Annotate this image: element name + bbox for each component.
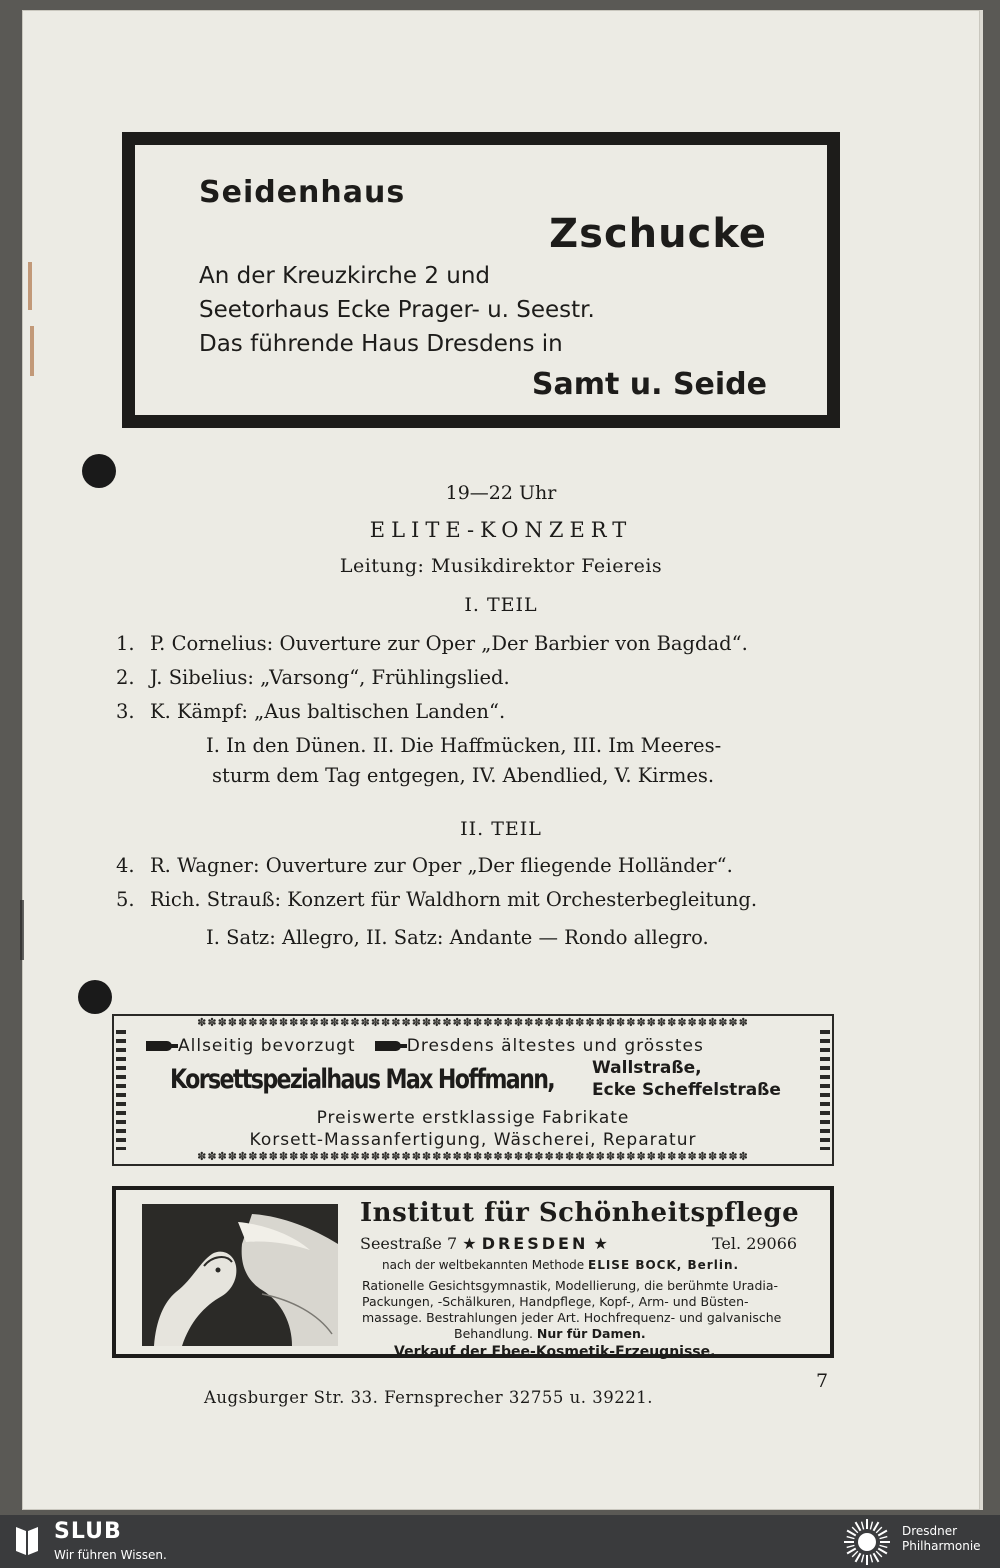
- ad-schoenheit-method-prefix: nach der weltbekannten Methode: [382, 1258, 585, 1272]
- page-number: 7: [816, 1370, 829, 1392]
- punch-hole-bottom: [78, 980, 112, 1014]
- ad-schoenheit-address: [360, 1234, 608, 1253]
- ad-schoenheit-city: DRESDEN: [481, 1234, 589, 1253]
- ad-korsett-name: Korsettspezialhaus Max Hoffmann,: [170, 1064, 555, 1095]
- binding-thread-top: [28, 262, 32, 310]
- ad-seidenhaus-tagline: Samt u. Seide: [531, 367, 767, 402]
- program-item-number: 4.: [116, 854, 135, 877]
- ad-korsett: [112, 1014, 834, 1166]
- ad-schoenheit-street: Seestraße 7: [360, 1234, 458, 1253]
- ad-schoenheit-desc-1: Rationelle Gesichtsgymnastik, Modellierung, die berühmte Uradia-: [362, 1278, 779, 1293]
- ad-schoenheitspflege: [112, 1186, 834, 1358]
- partner-name-line2: Philharmonie: [902, 1539, 981, 1553]
- ad-schoenheit-desc-3: massage. Bestrahlungen jeder Art. Hochfrequenz- und galvanische: [362, 1310, 782, 1325]
- ornament-border-bottom: ✽✽✽✽✽✽✽✽✽✽✽✽✽✽✽✽✽✽✽✽✽✽✽✽✽✽✽✽✽✽✽✽✽✽✽✽✽✽✽✽✽✽✽✽✽✽✽✽✽✽✽✽✽✽: [197, 1150, 749, 1163]
- program-item-text: K. Kämpf: „Aus baltischen Landen“.: [150, 700, 506, 723]
- ad-schoenheit-method: [382, 1258, 739, 1272]
- pointing-hand-icon: [146, 1041, 172, 1051]
- program-item-text: P. Cornelius: Ouverture zur Oper „Der Barbier von Bagdad“.: [150, 632, 748, 655]
- ad-seidenhaus-line2: Seetorhaus Ecke Prager- u. Seestr.: [199, 297, 595, 323]
- partner-name-line1: Dresdner: [902, 1524, 958, 1538]
- ad-seidenhaus-name: Zschucke: [549, 211, 767, 257]
- viewer-bottom-bar: [0, 1515, 1000, 1568]
- program-part2-heading: II. TEIL: [460, 818, 542, 840]
- star-icon: ★: [593, 1234, 608, 1253]
- dresdner-philharmonie-logo-icon[interactable]: [842, 1517, 892, 1567]
- ad-seidenhaus-line1: An der Kreuzkirche 2 und: [199, 263, 491, 289]
- ad-schoenheit-desc-4a: Behandlung.: [454, 1326, 533, 1341]
- ad-korsett-address-1: Wallstraße,: [592, 1058, 702, 1078]
- program-item-4: [116, 854, 733, 877]
- program-item-2: [116, 666, 510, 689]
- program-conductor: Leitung: Musikdirektor Feiereis: [339, 555, 663, 577]
- program-item-3-sub-1: I. In den Dünen. II. Die Haffmücken, III. Im Meeres-: [206, 734, 722, 757]
- ad-korsett-line4: Korsett-Massanfertigung, Wäscherei, Reparatur: [249, 1130, 697, 1150]
- ad-korsett-line1: [146, 1036, 704, 1056]
- ad-schoenheit-sale: Verkauf der Ebee-Kosmetik-Erzeugnisse.: [394, 1344, 716, 1360]
- program-item-text: Rich. Strauß: Konzert für Waldhorn mit Orchesterbegleitung.: [150, 888, 758, 911]
- ad-seidenhaus: [122, 132, 840, 428]
- ad-schoenheit-title: Institut für Schönheitspflege: [360, 1198, 800, 1228]
- program-item-1: [116, 632, 748, 655]
- program-time: 19—22 Uhr: [445, 482, 557, 504]
- program-item-3: [116, 700, 505, 723]
- program-item-5: [116, 888, 757, 911]
- program-item-text: R. Wagner: Ouverture zur Oper „Der fliegende Holländer“.: [150, 854, 733, 877]
- pointing-hand-icon: [375, 1041, 401, 1051]
- ad-korsett-line3: Preiswerte erstklassige Fabrikate: [316, 1108, 630, 1128]
- document-page: [22, 10, 980, 1510]
- program-item-text: J. Sibelius: „Varsong“, Frühlingslied.: [150, 666, 510, 689]
- ad-seidenhaus-line3: Das führende Haus Dresdens in: [199, 331, 563, 357]
- slub-logo-icon[interactable]: [14, 1523, 40, 1557]
- slub-tagline: Wir führen Wissen.: [54, 1548, 167, 1562]
- ad-schoenheit-desc-4b: Nur für Damen.: [536, 1326, 646, 1341]
- ad-korsett-address-2: Ecke Scheffelstraße: [592, 1080, 781, 1100]
- binding-thread-middle: [30, 326, 34, 376]
- ad-schoenheit-method-name: ELISE BOCK, Berlin.: [588, 1258, 740, 1272]
- program-item-number: 2.: [116, 666, 135, 689]
- ornament-border-top: ✽✽✽✽✽✽✽✽✽✽✽✽✽✽✽✽✽✽✽✽✽✽✽✽✽✽✽✽✽✽✽✽✽✽✽✽✽✽✽✽✽✽✽✽✽✽✽✽✽✽✽✽✽✽: [197, 1016, 749, 1029]
- ad-schoenheit-tel: Tel. 29066: [712, 1234, 798, 1253]
- binding-thread-lower: [20, 900, 24, 960]
- footer-address: Augsburger Str. 33. Fernsprecher 32755 u. 39221.: [204, 1388, 653, 1407]
- program-item-number: 5.: [116, 888, 135, 911]
- beauty-treatment-illustration: [142, 1204, 338, 1346]
- star-icon: ★: [462, 1234, 482, 1253]
- program-title: ELITE-KONZERT: [369, 518, 633, 542]
- ad-korsett-line1-b: Dresdens ältestes und grösstes: [406, 1036, 704, 1056]
- ad-schoenheit-desc-2: Packungen, -Schälkuren, Handpflege, Kopf-, Arm- und Büsten-: [362, 1294, 749, 1309]
- ad-seidenhaus-brand: Seidenhaus: [199, 175, 406, 210]
- program-item-5-sub: I. Satz: Allegro, II. Satz: Andante — Rondo allegro.: [206, 926, 709, 949]
- program-item-number: 1.: [116, 632, 135, 655]
- face-massage-icon: [142, 1204, 338, 1346]
- program-part1-heading: I. TEIL: [464, 594, 538, 616]
- program-item-3-sub-2: sturm dem Tag entgegen, IV. Abendlied, V. Kirmes.: [212, 764, 715, 787]
- ad-korsett-line1-a: Allseitig bevorzugt: [178, 1036, 356, 1056]
- ad-schoenheit-desc-4: [454, 1326, 646, 1341]
- slub-name[interactable]: SLUB: [54, 1519, 122, 1544]
- program-item-number: 3.: [116, 700, 135, 723]
